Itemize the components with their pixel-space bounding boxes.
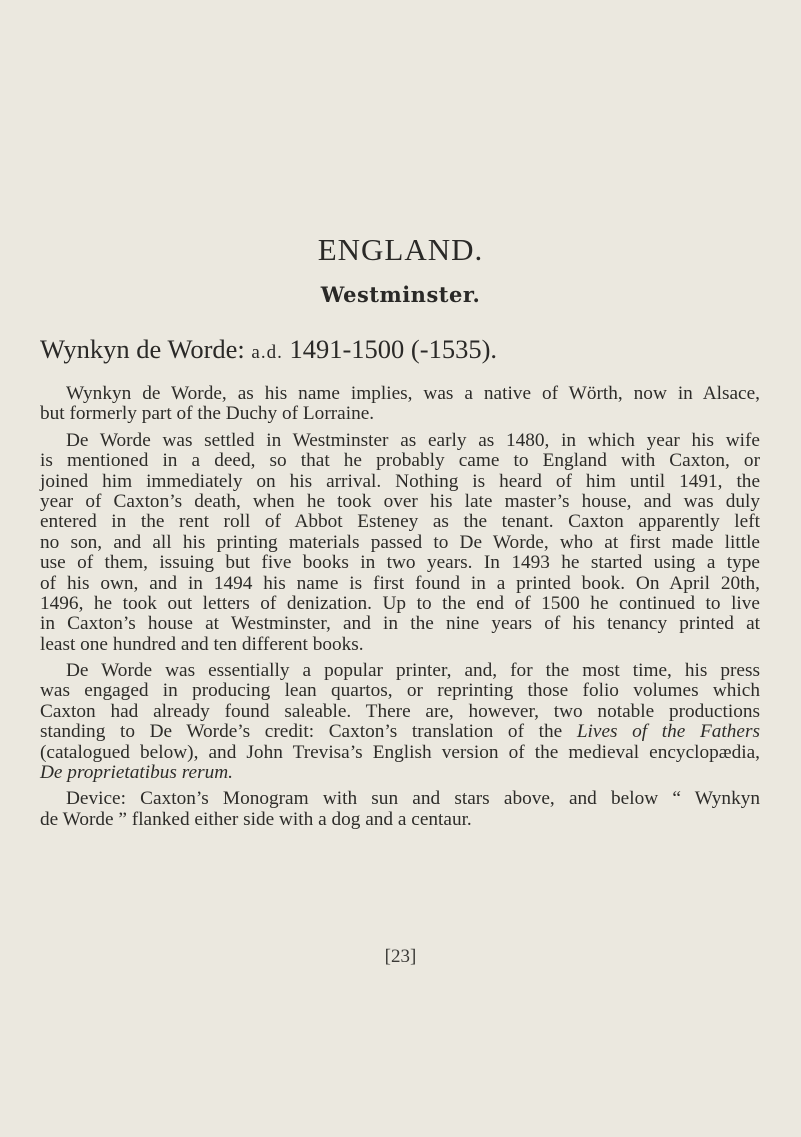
text-line: De Worde was settled in Westminster as early as 1480, in which year his wife xyxy=(66,429,760,451)
era-label: a.d. xyxy=(251,342,283,363)
paragraph-westminster xyxy=(40,431,760,655)
text-line: 1496, he took out letters of denization. Up to the end of 1500 he continued to live xyxy=(40,592,760,614)
country-heading: ENGLAND. xyxy=(317,232,484,267)
city-heading: Westminster. xyxy=(320,282,481,307)
body-text xyxy=(40,384,760,830)
text-line: least one hundred and ten different books. xyxy=(40,633,364,655)
text-line: de Worde ” flanked either side with a dog and a centaur. xyxy=(40,808,472,830)
text-line: no son, and all his printing materials passed to De Worde, who at first made little xyxy=(40,531,760,553)
italic-title-de-proprietatibus: De proprietatibus rerum. xyxy=(40,762,233,784)
text-line: Wynkyn de Worde, as his name implies, was a native of Wörth, now in Alsace, xyxy=(66,383,760,404)
text-line xyxy=(40,763,760,783)
text-line: was engaged in producing lean quartos, or reprinting those folio volumes which xyxy=(40,680,760,702)
text-line: (catalogued below), and John Trevisa’s English version of the medieval encyclopædia, xyxy=(40,741,760,763)
paragraph-popular-printer xyxy=(40,661,760,783)
printer-heading xyxy=(40,334,760,365)
italic-title-lives: Lives of the Fathers xyxy=(576,721,760,743)
text-line: Device: Caxton’s Monogram with sun and stars above, and below “ Wynkyn xyxy=(66,788,760,810)
text-line: of his own, and in 1494 his name is first found in a printed book. On April 20th, xyxy=(40,572,760,594)
printer-name: Wynkyn de Worde: xyxy=(40,334,245,364)
text-line-start: standing to De Worde’s credit: Caxton’s translation of the xyxy=(40,721,563,743)
text-line: entered in the rent roll of Abbot Esteney as the tenant. Caxton apparently left xyxy=(40,511,760,533)
paragraph-origin xyxy=(40,384,760,425)
text-line: year of Caxton’s death, when he took over his late master’s house, and was duly xyxy=(40,490,760,512)
text-line: is mentioned in a deed, so that he probably came to England with Caxton, or xyxy=(40,450,760,472)
text-line: use of them, issuing but five books in two years. In 1493 he started using a type xyxy=(40,552,760,574)
page-number: [23] xyxy=(384,946,417,967)
text-line: but formerly part of the Duchy of Lorraine. xyxy=(40,403,375,425)
text-line xyxy=(40,722,760,742)
text-line: Caxton had already found saleable. There are, however, two notable productions xyxy=(40,700,760,722)
text-line: joined him immediately on his arrival. Nothing is heard of him until 1491, the xyxy=(40,470,760,492)
text-line: in Caxton’s house at Westminster, and in the nine years of his tenancy printed at xyxy=(40,613,760,635)
paragraph-device xyxy=(40,789,760,830)
text-line: De Worde was essentially a popular printer, and, for the most time, his press xyxy=(66,660,760,682)
printer-dates: 1491-1500 (-1535). xyxy=(289,334,498,364)
